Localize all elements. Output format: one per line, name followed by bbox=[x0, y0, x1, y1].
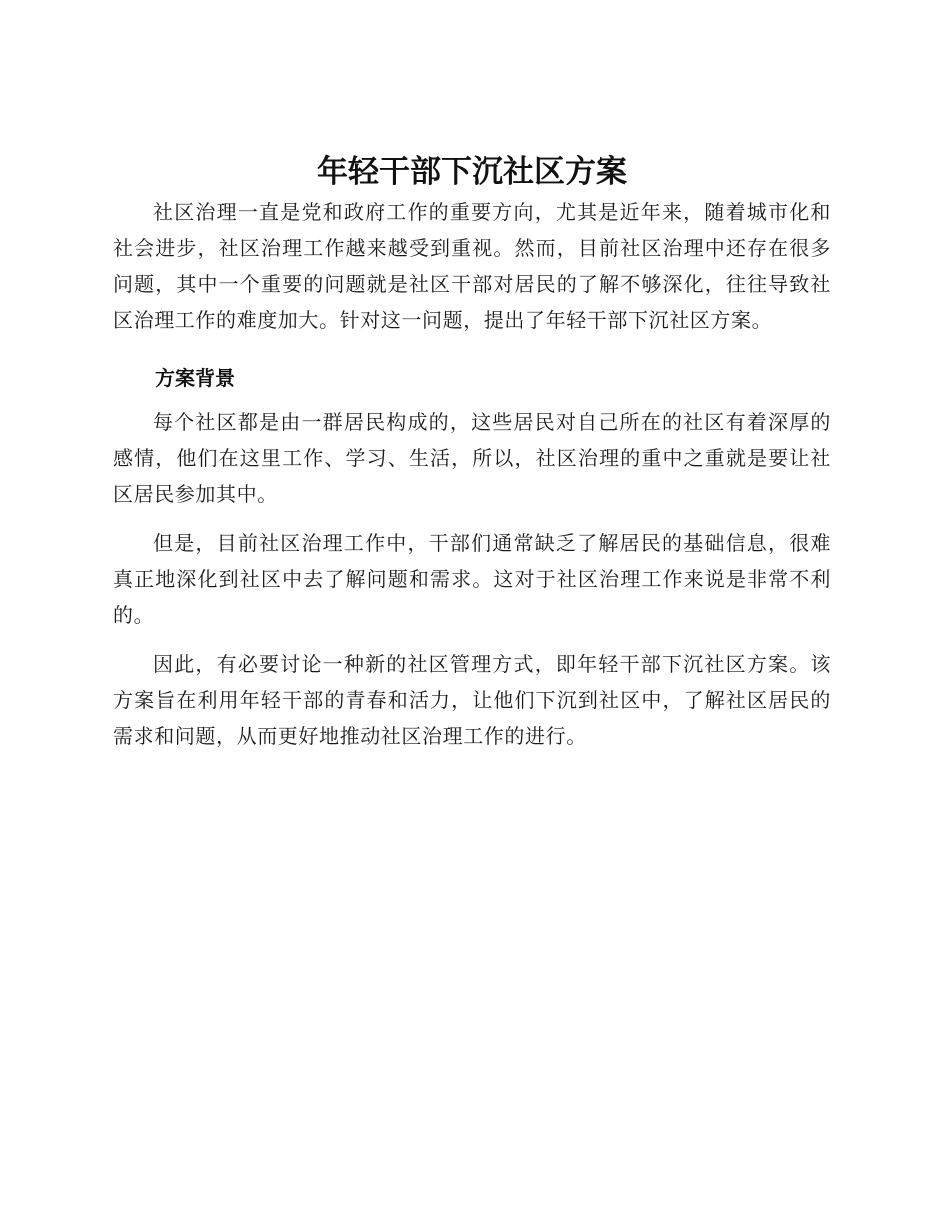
section-paragraph-2: 但是，目前社区治理工作中，干部们通常缺乏了解居民的基础信息，很难真正地深化到社区中去了解问题和需求。这对于社区治理工作来说是非常不利的。 bbox=[113, 531, 831, 627]
document-body bbox=[113, 150, 831, 754]
section-paragraph-1: 每个社区都是由一群居民构成的，这些居民对自己所在的社区有着深厚的感情，他们在这里工作、学习、生活，所以，社区治理的重中之重就是要让社区居民参加其中。 bbox=[113, 410, 831, 506]
section-paragraph-3: 因此，有必要讨论一种新的社区管理方式，即年轻干部下沉社区方案。该方案旨在利用年轻干部的青春和活力，让他们下沉到社区中，了解社区居民的需求和问题，从而更好地推动社区治理工作的进行。 bbox=[113, 652, 831, 748]
document-title: 年轻干部下沉社区方案 bbox=[317, 154, 627, 190]
intro-paragraph: 社区治理一直是党和政府工作的重要方向，尤其是近年来，随着城市化和社会进步，社区治理工作越来越受到重视。然而，目前社区治理中还存在很多问题，其中一个重要的问题就是社区干部对居民的了解不够深化，往往导致社区治理工作的难度加大。针对这一问题，提出了年轻干部下沉社区方案。 bbox=[113, 200, 831, 332]
section-heading: 方案背景 bbox=[155, 366, 235, 390]
